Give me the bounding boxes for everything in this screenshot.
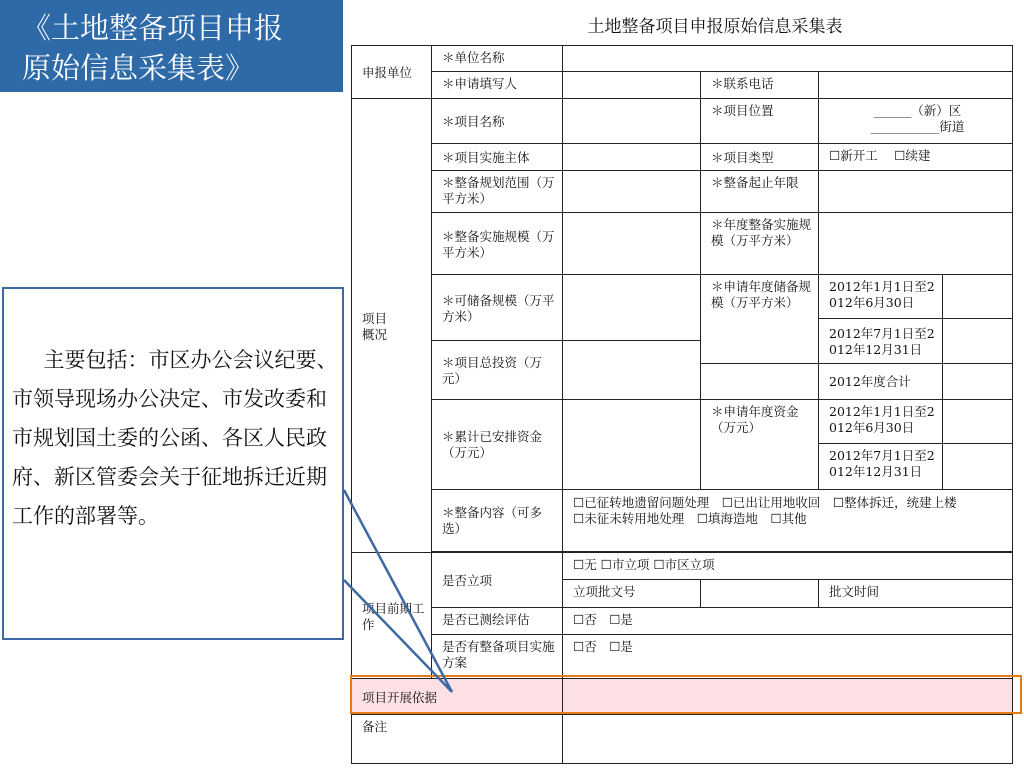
label-approved: 是否立项 (432, 553, 563, 607)
label-unit-name: ＊单位名称 (432, 46, 563, 72)
callout-box (2, 287, 344, 640)
label-implementer: ＊项目实施主体 (432, 143, 563, 170)
field-impl-scale[interactable] (563, 213, 701, 275)
field-arranged-funds[interactable] (563, 399, 701, 489)
label-impl-scale: ＊整备实施规模（万平方米） (432, 213, 563, 275)
field-project-name[interactable] (563, 99, 701, 143)
field-approved-options[interactable]: ☐无 ☐市立项 ☐市区立项 (563, 553, 1013, 580)
label-reserve-scale: ＊可储备规模（万平方米） (432, 274, 563, 341)
section-overview: 项目 概况 (352, 99, 432, 553)
field-total-investment[interactable] (563, 341, 701, 399)
label-project-name: ＊项目名称 (432, 99, 563, 143)
field-phone[interactable] (819, 72, 1013, 99)
label-remarks: 备注 (352, 715, 563, 764)
label-phone: ＊联系电话 (701, 72, 819, 99)
label-reserve-h1: 2012年1月1日至2012年6月30日 (819, 274, 943, 318)
label-surveyed: 是否已测绘评估 (432, 607, 563, 634)
field-project-type[interactable]: ☐新开工 ☐续建 (819, 143, 1013, 170)
label-annual-scale: ＊年度整备实施规模（万平方米） (701, 213, 819, 275)
slide-title-line2: 原始信息采集表》 (22, 51, 255, 85)
field-remarks[interactable] (563, 715, 1013, 764)
field-unit-name[interactable] (563, 46, 1013, 72)
label-location: ＊项目位置 (701, 99, 819, 143)
label-filler: ＊申请填写人 (432, 72, 563, 99)
label-plan-scope: ＊整备规划范围（万平方米） (432, 171, 563, 213)
field-reserve-scale[interactable] (563, 274, 701, 341)
field-total-2012[interactable] (943, 363, 1013, 399)
label-funds-h2: 2012年7月1日至2012年12月31日 (819, 444, 943, 489)
label-period: ＊整备起止年限 (701, 171, 819, 213)
form-heading: 土地整备项目申报原始信息采集表 (587, 17, 843, 37)
field-basis[interactable] (563, 679, 1013, 715)
field-location[interactable]: ______（新）区 ___________街道 (819, 99, 1013, 143)
label-content: ＊整备内容（可多选） (432, 489, 563, 552)
field-annual-scale[interactable] (819, 213, 1013, 275)
label-reserve-h2: 2012年7月1日至2012年12月31日 (819, 319, 943, 363)
label-arranged-funds: ＊累计已安排资金（万元） (432, 399, 563, 489)
label-basis: 项目开展依据 (352, 679, 563, 715)
field-approval-doc[interactable] (701, 580, 819, 607)
field-reserve-h1[interactable] (943, 274, 1013, 318)
field-reserve-h2[interactable] (943, 319, 1013, 363)
field-implementer[interactable] (563, 143, 701, 170)
field-funds-h1[interactable] (943, 399, 1013, 443)
callout-text: 主要包括：市区办公会议纪要、市领导现场办公决定、市发改委和市规划国土委的公函、各区人民政府、新区管委会关于征地拆迁近期工作的部署等。 (12, 348, 338, 528)
slide-title (0, 0, 343, 92)
annual-reserve-continued (701, 363, 819, 399)
label-total-2012: 2012年度合计 (819, 363, 943, 399)
label-approval-doc: 立项批文号 (563, 580, 701, 607)
label-funds-h1: 2012年1月1日至2012年6月30日 (819, 399, 943, 443)
label-annual-reserve: ＊申请年度储备规模（万平方米） (701, 274, 819, 363)
field-has-plan-options[interactable]: ☐否 ☐是 (563, 634, 1013, 678)
field-funds-h2[interactable] (943, 444, 1013, 489)
label-total-investment: ＊项目总投资（万元） (432, 341, 563, 399)
info-form-table (351, 45, 1013, 764)
field-period[interactable] (819, 171, 1013, 213)
field-filler[interactable] (563, 72, 701, 99)
section-applicant: 申报单位 (352, 46, 432, 99)
section-preliminary: 项目前期工作 (352, 553, 432, 679)
field-content-options[interactable]: ☐已征转地遗留问题处理 ☐已出让用地收回 ☐整体拆迁，统建上楼 ☐未征未转用地处理 ☐填海造地 ☐其他 (563, 489, 1013, 552)
label-has-plan: 是否有整备项目实施方案 (432, 634, 563, 678)
field-surveyed-options[interactable]: ☐否 ☐是 (563, 607, 1013, 634)
field-plan-scope[interactable] (563, 171, 701, 213)
slide-title-line1: 《土地整备项目申报 (22, 11, 284, 45)
label-project-type: ＊项目类型 (701, 143, 819, 170)
label-annual-funds: ＊申请年度资金（万元） (701, 399, 819, 489)
label-approval-time: 批文时间 (819, 580, 1013, 607)
